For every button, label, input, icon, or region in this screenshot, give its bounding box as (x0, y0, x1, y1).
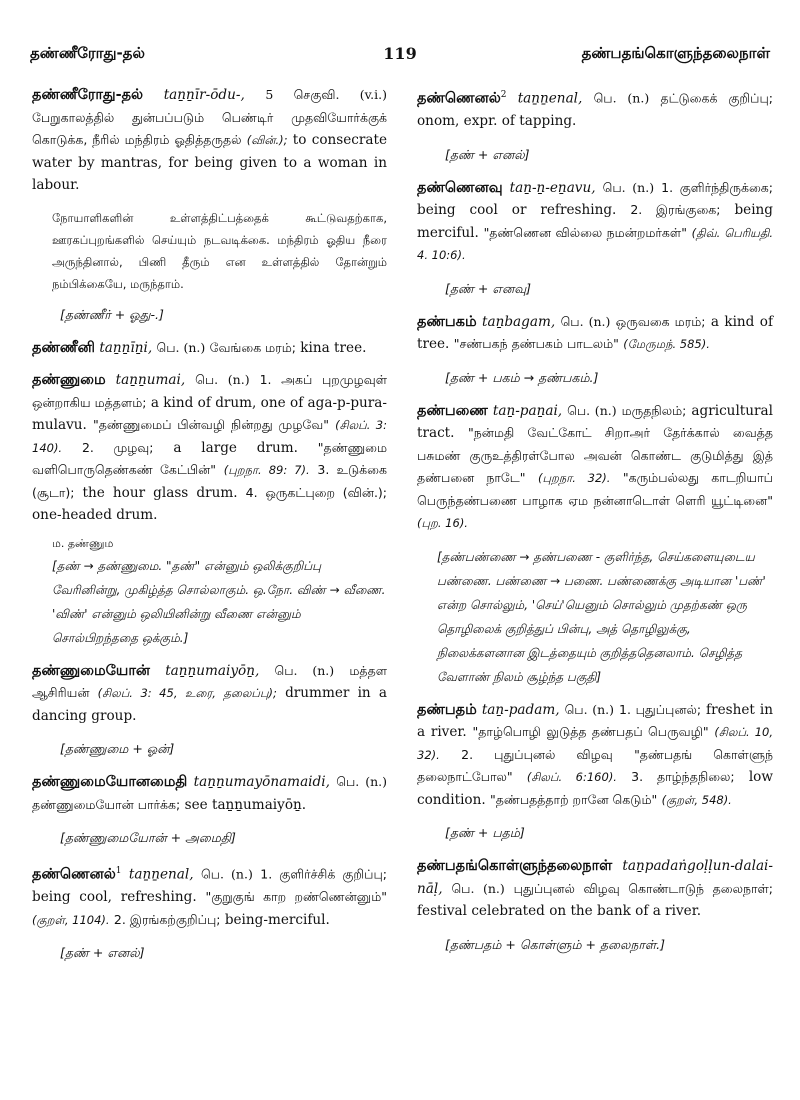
malayalam-cognate: ம. தண்ணும (52, 536, 114, 550)
dictionary-entry (417, 84, 773, 133)
tamil-definition: வேங்கை மரம்; (209, 339, 296, 355)
sense-2: 2. புதுப்புனல் விழவு (461, 746, 613, 762)
citation: (குறள், 548). (661, 792, 732, 807)
tamil-definition: புதுப்புனல் விழவு கொண்டாடுந் தலைநாள்; (513, 880, 773, 896)
part-of-speech: பெ. (n.) (564, 701, 614, 717)
sense-2: 2. இரங்கற்குறிப்பு; (113, 911, 221, 927)
sense-1-english: being cool, refreshing. (32, 889, 197, 906)
dictionary-entry (32, 84, 387, 197)
sense-4-english: one-headed drum. (32, 507, 158, 523)
english-definition: see taṉṉumaiyōṉ. (184, 796, 307, 813)
headword: தண்ணெனல் (417, 90, 501, 107)
transliteration: taṉpadaṅgoḷḷun-dalai-nāḷ, (417, 858, 773, 897)
etymology: [தண்ணுமை + ஓன்] (60, 741, 175, 756)
etymology: [தண் → தண்ணுமை. "தண்" என்னும் ஒலிக்குறிப்பு வேரினின்று, முகிழ்த்த சொல்லாகும். ஒ.நோ. விண் → வீணை. 'விண்' என்னும் ஒலியினின்று வீணை என்னும் சொல்பிறந்ததை ஒக்கும்.] (52, 558, 386, 645)
transliteration: taṉ-padam, (481, 701, 560, 718)
english-definition: drummer in a dancing group. (32, 685, 387, 724)
transliteration: taṉṉumaiyōṉ, (165, 662, 260, 679)
quotation: "தண்பதத்தாற் றானே கெடும்" (490, 791, 658, 807)
dictionary-entry (32, 860, 387, 931)
sense-3-english: the hour glass drum. (82, 484, 238, 501)
headword: தண்பதம் (417, 701, 477, 718)
quotation: "தண்பதங் கொள்ளுந் தலைநாட்போல" (417, 746, 773, 785)
part-of-speech: பெ. (n.) (195, 372, 250, 387)
citation: (சிலப். 3: 140). (32, 418, 387, 455)
citation: (வின்.); (246, 133, 288, 147)
headword: தண்ணீனி (32, 339, 95, 356)
quotation: "குறுகுங் காற றண்ணென்னும்" (205, 889, 387, 905)
tamil-definition: தட்டுகைக் குறிப்பு; (660, 90, 773, 106)
sense-2: 2. இரங்குகை; (630, 202, 721, 218)
quotation: "தண்ணுமைப் பின்வழி நின்றது முழவே" (92, 417, 329, 432)
dictionary-entry (417, 400, 773, 535)
dictionary-entry (417, 855, 773, 923)
citation: (சிலப். 6:160). (526, 770, 617, 785)
part-of-speech: பெ. (n.) (560, 313, 611, 329)
part-of-speech: பெ. (n.) (593, 90, 650, 106)
homograph-number: 2 (500, 90, 507, 100)
sense-1-english: being cool or refreshing. (417, 202, 617, 219)
transliteration: taṉṉīṉi, (99, 339, 153, 356)
english-definition: a kind of tree. (417, 313, 773, 353)
english-definition: kina tree. (300, 339, 367, 356)
transliteration: taṉ-paṉai, (492, 402, 563, 419)
citation: (சிலப். 10, 32). (417, 725, 774, 762)
part-of-speech: பெ. (n.) (156, 339, 206, 355)
quotation: "தண்ணென வில்லை நமன்றமர்கள்" (483, 224, 687, 240)
sense-2-english: a large drum. (173, 439, 298, 456)
headword: தண்ணுமை (32, 372, 106, 388)
headword: தண்ணுமையோன் (32, 662, 150, 679)
english-definition: to consecrate water by mantras, for being given to a woman in labour. (32, 132, 388, 193)
dictionary-entry (32, 771, 387, 816)
sense-1: 1. குளிர்ச்சிக் குறிப்பு; (260, 866, 388, 882)
running-header (30, 44, 770, 68)
part-of-speech: பெ. (n.) (200, 866, 253, 882)
sense-4: 4. ஒருகட்புறை (வின்.); (245, 484, 388, 500)
etymology: [தண் + எனல்] (60, 945, 145, 961)
tamil-definition: மருதநிலம்; (621, 402, 687, 418)
etymology: [தண் + பதம்] (445, 825, 525, 841)
transliteration: taṉṉīr-ōdu-, (163, 87, 245, 103)
sense-1: 1. அகப் புறமுழவுள் ஒன்றாகிய மத்தளம்; (32, 372, 387, 410)
dictionary-entry (32, 369, 387, 527)
part-of-speech: பெ. (n.) (451, 880, 505, 896)
quotation: "தாழ்பொழி லுடுத்த தண்பதப் பெருவழி" (472, 724, 709, 740)
headword: தண்ணெனல் (32, 866, 116, 883)
quotation: "நன்மதி வேட்கோட் சிறாஅர் தேர்க்கால் வைத்த பசுமண் குருஉத்திரள்போல அவன் கொண்ட குடுமித்து இத் தண்பனை நாடே" (417, 425, 773, 486)
tamil-definition: பேறுகாலத்தில் துன்பப்படும் பெண்டிர் முதவியோர்க்குக் கொடுக்க, நீரில் மந்திரம் ஓதித்தருதல் (32, 109, 387, 147)
headword: தண்பதங்கொள்ளுந்தலைநாள் (417, 858, 613, 875)
page-number: 119 (383, 44, 417, 63)
citation: (புற. 16). (417, 516, 468, 531)
sense-3: 3. உடுக்கை (சூடா); (32, 462, 387, 500)
left-column (32, 84, 387, 975)
dictionary-entry (417, 311, 773, 356)
part-of-speech: பெ. (n.) (274, 662, 335, 678)
etymology: [தண் + எனல்] (445, 146, 530, 162)
citation: (சிலப். 3: 45, உரை, தலைப்பு); (97, 686, 277, 700)
citation: (புறநா. 32). (537, 471, 611, 486)
part-of-speech: பெ. (n.) (567, 402, 617, 418)
citation: (மேருமந். 585). (623, 337, 710, 352)
transliteration: taṉṉenal, (128, 866, 194, 883)
part-of-speech: பெ. (n.) (602, 179, 655, 195)
citation: (குறள், 1104). (32, 912, 110, 927)
etymology: [தண்ணீர் + ஓது-.] (60, 306, 164, 322)
sense-2: 2. முழவு; (81, 439, 154, 455)
sense-2-english: being-merciful. (224, 911, 330, 928)
etymology: [தண்பதம் + கொள்ளும் + தலைநாள்.] (445, 936, 666, 952)
transliteration: taṉ-ṉ-eṉavu, (509, 179, 596, 196)
citation: (திவ். பெரியதி. 4. 10:6). (417, 225, 773, 263)
dictionary-entry (417, 177, 773, 267)
headword: தண்ணுமையோனமைதி (32, 774, 188, 790)
part-of-speech: பெ. (n.) (336, 774, 387, 789)
dictionary-entry (32, 337, 387, 360)
etymology: [தண் + பகம் → தண்பகம்.] (445, 369, 599, 385)
tamil-definition: மத்தள ஆசிரியன் (32, 662, 387, 700)
headword: தண்பகம் (417, 313, 477, 330)
quotation: "கரும்பல்லது காடறியாப் பெருந்தண்பணை பாழாக ஏம நன்னாடொள் ளெரி யூட்டினை" (417, 470, 773, 508)
headword: தண்ணெனவு (417, 179, 503, 196)
citation: (புறநா. 89: 7). (223, 463, 310, 477)
part-of-speech: 5 செகுவி. (v.i.) (265, 87, 387, 102)
dictionary-entry (32, 660, 387, 728)
headword: தண்ணீரோது-தல் (32, 87, 144, 103)
sense-1: 1. புதுப்புனல்; (619, 701, 702, 717)
transliteration: taṉṉenal, (517, 90, 583, 107)
header-left-guideword: தண்ணீரோது-தல் (30, 44, 145, 62)
sense-1-english: a kind of drum, one of aga-p-pura-mulavu. (32, 394, 388, 433)
tamil-definition: ஒருவகை மரம்; (615, 313, 706, 329)
header-right-guideword: தண்பதங்கொளுந்தலைநாள் (581, 44, 770, 62)
sense-3-english: low condition. (417, 769, 773, 808)
usage-note: நோயாளிகளின் உள்ளத்திட்பத்தைக் கூட்டுவதற்காக, ஊரகப்புறங்களில் செய்யும் நடவடிக்கை. மந்திரம் ஓதிய நீரை அருந்தினால், பிணி தீரும் என உள்ளத்தில் தோன்றும் நம்பிக்கையே, மருந்தாம். (52, 210, 387, 291)
english-definition: onom, expr. of tapping. (417, 113, 577, 130)
headword: தண்பணை (417, 402, 488, 419)
etymology: [தண் + எனவு] (445, 280, 532, 296)
sense-2-english: being merciful. (417, 202, 774, 241)
sense-1: 1. குளிர்ந்திருக்கை; (661, 179, 773, 195)
english-definition: festival celebrated on the bank of a river. (417, 903, 702, 920)
transliteration: taṉṉumayōnamaidi, (193, 774, 330, 790)
dictionary-entry (417, 699, 773, 812)
etymology: [தண்ணுமையோன் + அமைதி] (60, 830, 236, 845)
right-column (417, 84, 773, 967)
english-definition: agricultural tract. (417, 402, 773, 442)
etymology: [தண்பண்ணை → தண்பணை - குளிர்ந்த, செய்களையுடைய பண்ணை. பண்ணை → பணை. பண்ணைக்கு அடியான 'பண்' என்ற சொல்லும், 'செய்'யெனும் சொல்லும் முதற்கண் ஒரு தொழிலைக் குறித்துப் பின்பு, அத் தொழிலுக்கு, நிலைக்களனான இடத்தையும் குறித்ததெனலாம். செழித்த வேளாண் நிலம் சூழ்ந்த பகுதி] (437, 549, 766, 684)
transliteration: taṉbagam, (482, 313, 556, 330)
sense-3: 3. தாழ்ந்தநிலை; (631, 769, 735, 785)
homograph-number: 1 (115, 866, 122, 876)
sense-1-english: freshet in a river. (417, 701, 773, 741)
quotation: "தண்ணுமை வளிபொருதெண்கண் கேட்பின்" (32, 439, 388, 477)
transliteration: taṉṉumai, (115, 372, 186, 388)
tamil-definition: தண்ணுமையோன் பார்க்க; (32, 796, 181, 812)
quotation: "சண்பகந் தண்பகம் பாடலம்" (453, 336, 619, 352)
